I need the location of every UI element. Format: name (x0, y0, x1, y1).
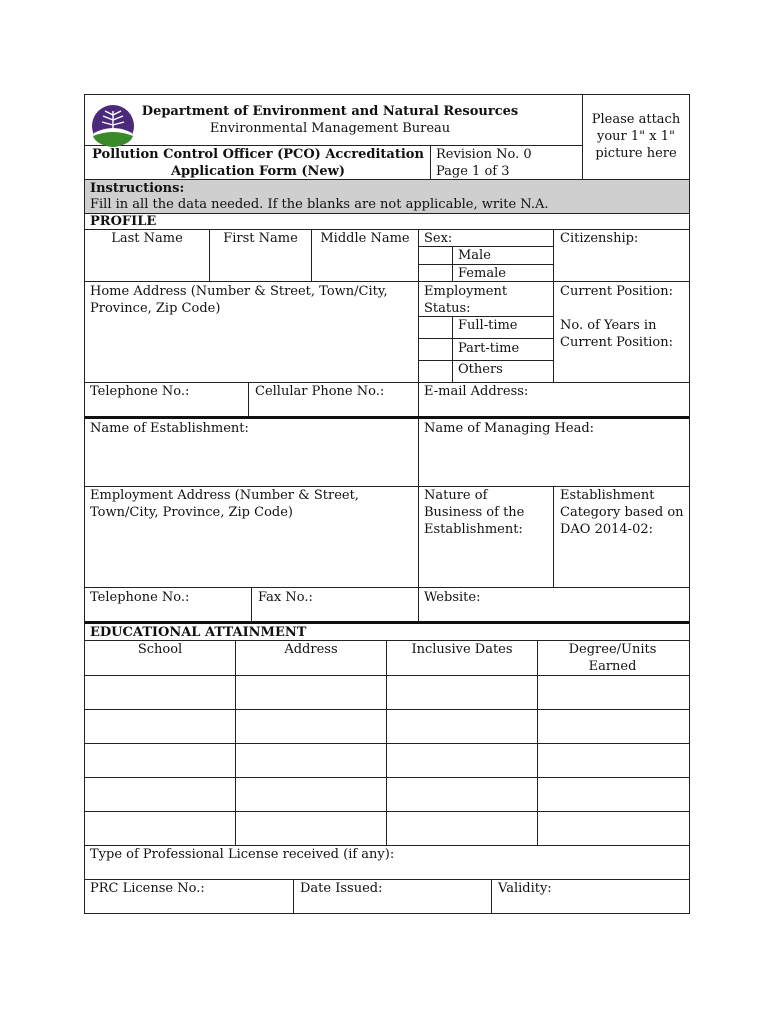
photo-note-line-3: picture here (595, 146, 677, 161)
license-type-label: Type of Professional License received (if any): (90, 847, 395, 862)
website-label: Website: (424, 590, 481, 605)
middle-name-label: Middle Name (320, 231, 410, 246)
full-time-label: Full-time (458, 318, 518, 333)
establishment-category-label: Establishment Category based on DAO 2014-02: (560, 488, 684, 537)
dates-column-header: Inclusive Dates (411, 642, 513, 657)
school-column-header: School (137, 642, 183, 657)
last-name-label: Last Name (111, 231, 183, 246)
instructions-text: Fill in all the data needed. If the blanks are not applicable, write N.A. (90, 197, 549, 212)
form-title-line-2: Application Form (New) (170, 164, 346, 179)
form-title-line-1: Pollution Control Officer (PCO) Accreditation (92, 147, 424, 162)
male-checkbox[interactable] (419, 247, 452, 264)
employment-status-label: Employment Status: (424, 284, 508, 316)
validity-label: Validity: (498, 881, 552, 896)
managing-head-label: Name of Managing Head: (424, 421, 595, 436)
email-label: E-mail Address: (424, 384, 529, 399)
citizenship-label: Citizenship: (560, 231, 639, 246)
degree-column-header: Degree/Units Earned (568, 642, 657, 674)
male-label: Male (458, 248, 491, 263)
female-checkbox[interactable] (419, 265, 452, 281)
others-label: Others (458, 362, 503, 377)
telephone-label: Telephone No.: (90, 384, 190, 399)
photo-note-line-2: your 1" x 1" (597, 129, 675, 144)
prc-license-label: PRC License No.: (90, 881, 205, 896)
date-issued-label: Date Issued: (300, 881, 383, 896)
part-time-label: Part-time (458, 341, 520, 356)
employment-address-label: Employment Address (Number & Street, Town/City, Province, Zip Code) (90, 488, 359, 520)
sex-label: Sex: (424, 231, 453, 246)
others-checkbox[interactable] (419, 361, 452, 382)
profile-section-title: PROFILE (90, 214, 157, 229)
photo-note-line-1: Please attach (591, 112, 681, 127)
female-label: Female (458, 266, 506, 281)
establishment-telephone-label: Telephone No.: (90, 590, 190, 605)
page-number: Page 1 of 3 (436, 164, 510, 179)
first-name-label: First Name (223, 231, 298, 246)
home-address-label: Home Address (Number & Street, Town/City, Province, Zip Code) (90, 284, 388, 316)
instructions-title: Instructions: (90, 181, 185, 196)
fax-label: Fax No.: (258, 590, 313, 605)
part-time-checkbox[interactable] (419, 339, 452, 360)
education-section-title: EDUCATIONAL ATTAINMENT (90, 625, 307, 640)
business-nature-label: Nature of Business of the Establishment: (424, 488, 525, 537)
cellular-label: Cellular Phone No.: (255, 384, 385, 399)
denr-logo-icon (90, 103, 136, 149)
agency-name: Department of Environment and Natural Resources (141, 104, 519, 119)
full-time-checkbox[interactable] (419, 317, 452, 338)
years-in-position-label: No. of Years in Current Position: (560, 318, 674, 350)
revision-number: Revision No. 0 (436, 147, 532, 162)
bureau-name: Environmental Management Bureau (209, 121, 451, 136)
current-position-label: Current Position: (560, 284, 674, 299)
establishment-name-label: Name of Establishment: (90, 421, 249, 436)
address-column-header: Address (284, 642, 338, 657)
